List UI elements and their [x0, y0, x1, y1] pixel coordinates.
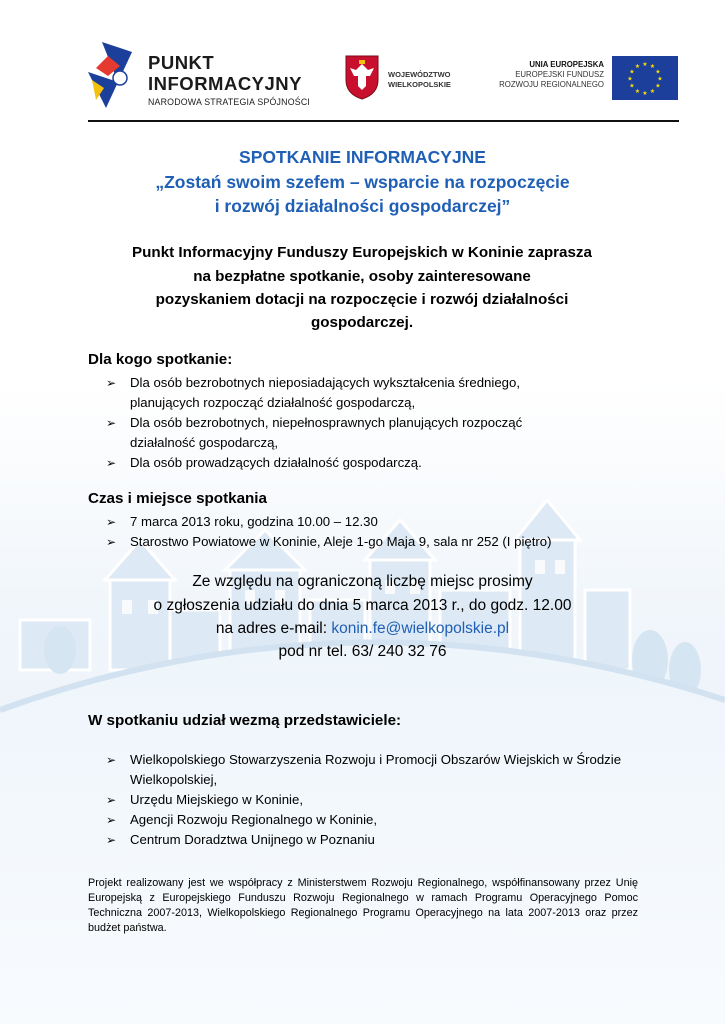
- svg-text:★: ★: [642, 90, 648, 97]
- registration-line: Ze względu na ograniczoną liczbę miejsc prosimy: [192, 573, 533, 590]
- list-item: ➢ 7 marca 2013 roku, godzina 10.00 – 12.30: [106, 512, 646, 532]
- registration-phone: pod nr tel. 63/ 240 32 76: [278, 643, 447, 660]
- svg-text:★: ★: [629, 68, 635, 76]
- intro-line: Punkt Informacyjny Funduszy Europejskich w Koninie zaprasza: [132, 244, 592, 261]
- svg-text:★: ★: [634, 63, 641, 70]
- intro-line: na bezpłatne spotkanie, osoby zainteresowane: [193, 268, 531, 285]
- svg-text:★: ★: [627, 75, 633, 83]
- wielkopolska-crest: [344, 54, 380, 100]
- svg-text:★: ★: [649, 63, 656, 70]
- title-heading: SPOTKANIE INFORMACYJNE: [239, 147, 486, 167]
- email-link[interactable]: konin.fe@wielkopolskie.pl: [331, 620, 510, 637]
- svg-text:★: ★: [657, 75, 663, 83]
- list-item: ➢ Centrum Doradztwa Unijnego w Poznaniu: [106, 830, 626, 850]
- list-item: ➢ Dla osób bezrobotnych nieposiadających wykształcenia średniego, planujących rozpocząć działalność gospodarczą,: [106, 373, 586, 413]
- audience-list: [106, 373, 586, 473]
- logo-text-informacyjny: INFORMACYJNY: [148, 72, 303, 94]
- svg-text:★: ★: [634, 88, 641, 95]
- footer-note: Projekt realizowany jest we współpracy z Ministerstwem Rozwoju Regionalnego, współfinansowany przez Unię Europejską z Europejskiego Funduszu Rozwoju Regionalnego w ramach Programu Operacyjnego Pomoc Techniczna 2007-2013, Wielkopolskiego Regionalnego Programu Operacyjnego na lata 2007-2013 oraz przez budżet państwa.: [88, 877, 638, 934]
- when-where-heading: Czas i miejsce spotkania: [88, 490, 267, 507]
- list-item: ➢ Urzędu Miejskiego w Koninie,: [106, 790, 626, 810]
- eu-regional-label: ROZWOJU REGIONALNEGO: [499, 80, 604, 89]
- eu-fund-label: EUROPEJSKI FUNDUSZ: [515, 70, 604, 79]
- svg-text:★: ★: [629, 82, 635, 90]
- header: [88, 40, 678, 120]
- header-divider: [88, 120, 679, 122]
- intro-line: pozyskaniem dotacji na rozpoczęcie i rozwój działalności: [155, 291, 569, 308]
- list-item: ➢ Dla osób prowadzących działalność gospodarczą.: [106, 453, 586, 473]
- svg-text:★: ★: [642, 61, 648, 68]
- svg-text:★: ★: [655, 82, 661, 90]
- intro-line: gospodarczej.: [310, 314, 414, 331]
- email-prefix: na adres e-mail:: [215, 620, 332, 637]
- wielkopolskie-label: WIELKOPOLSKIE: [388, 80, 451, 89]
- list-item: ➢ Wielkopolskiego Stowarzyszenia Rozwoju i Promocji Obszarów Wiejskich w Środzie Wielkopolskiej,: [106, 750, 626, 790]
- svg-text:★: ★: [655, 68, 661, 76]
- list-item: ➢ Dla osób bezrobotnych, niepełnosprawnych planujących rozpocząć działalność gospodarczą,: [106, 413, 586, 453]
- logo-text-punkt: PUNKT: [148, 52, 215, 73]
- registration-line: o zgłoszenia udziału do dnia 5 marca 2013 r., do godz. 12.00: [153, 597, 572, 614]
- list-item: ➢ Starostwo Powiatowe w Koninie, Aleje 1-go Maja 9, sala nr 252 (I piętro): [106, 532, 646, 552]
- punkt-informacyjny-logo: [88, 42, 136, 108]
- eu-union-label: UNIA EUROPEJSKA: [529, 60, 604, 69]
- representatives-list: [106, 750, 626, 850]
- registration-email-line: [0, 620, 725, 638]
- wojewodztwo-label: WOJEWÓDZTWO: [388, 70, 451, 79]
- representatives-heading: W spotkaniu udział wezmą przedstawiciele:: [88, 712, 402, 729]
- when-where-list: [106, 512, 646, 552]
- audience-heading: Dla kogo spotkanie:: [88, 351, 233, 368]
- list-item: ➢ Agencji Rozwoju Regionalnego w Koninie,: [106, 810, 626, 830]
- eu-flag: [612, 56, 678, 100]
- title-subheading-line2: i rozwój działalności gospodarczej”: [214, 196, 511, 216]
- svg-text:★: ★: [649, 88, 656, 95]
- logo-text-strategy: NARODOWA STRATEGIA SPÓJNOŚCI: [148, 97, 311, 107]
- title-subheading-line1: „Zostań swoim szefem – wsparcie na rozpoczęcie: [155, 172, 570, 192]
